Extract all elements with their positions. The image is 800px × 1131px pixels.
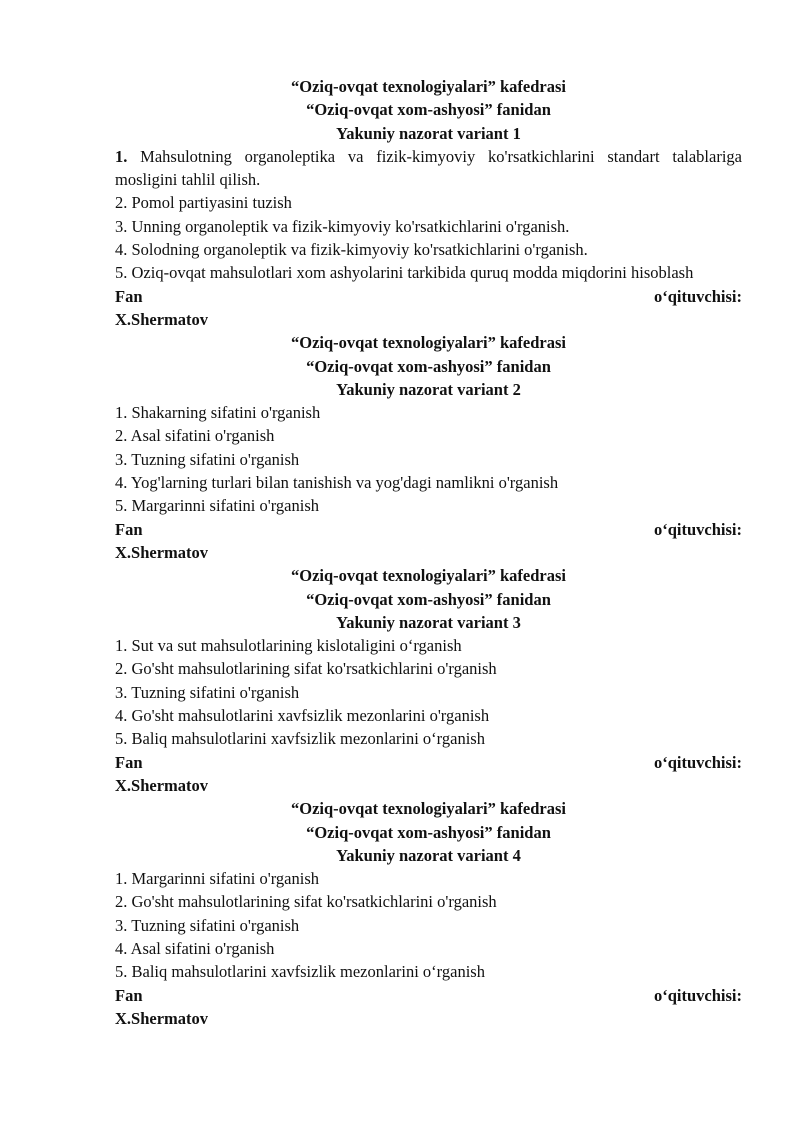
teacher-name: X.Shermatov <box>115 1008 209 1028</box>
task-item: 3. Unning organoleptik va fizik-kimyoviy ko'rsatkichlarini o'rganish. <box>115 216 570 236</box>
teacher-name: X.Shermatov <box>115 542 209 562</box>
subject-heading: “Oziq-ovqat xom-ashyosi” fanidan <box>306 100 551 120</box>
signature-label-left: Fan <box>115 752 143 772</box>
signature-label-right: o‘qituvchisi: <box>653 752 742 772</box>
task-item <box>115 145 742 192</box>
task-item: 3. Tuzning sifatini o'rganish <box>115 682 300 702</box>
task-item: 1. Margarinni sifatini o'rganish <box>115 869 320 889</box>
teacher-name: X.Shermatov <box>115 309 209 329</box>
task-item: 5. Oziq-ovqat mahsulotlari xom ashyolarini tarkibida quruq modda miqdorini hisoblash <box>115 263 694 283</box>
signature-line <box>115 518 742 541</box>
signature-label-left: Fan <box>115 985 143 1005</box>
task-item: 1. Shakarning sifatini o'rganish <box>115 403 321 423</box>
task-item: 2. Asal sifatini o'rganish <box>115 426 275 446</box>
subject-heading: “Oziq-ovqat xom-ashyosi” fanidan <box>306 822 551 842</box>
subject-heading: “Oziq-ovqat xom-ashyosi” fanidan <box>306 356 551 376</box>
variant-section-4 <box>115 797 742 1030</box>
variant-title: Yakuniy nazorat variant 2 <box>336 379 521 399</box>
task-item: 5. Margarinni sifatini o'rganish <box>115 496 320 516</box>
variant-title: Yakuniy nazorat variant 1 <box>336 123 521 143</box>
variant-section-3 <box>115 564 742 797</box>
task-item: 5. Baliq mahsulotlarini xavfsizlik mezonlarini o‘rganish <box>115 962 485 982</box>
signature-line <box>115 285 742 308</box>
task-item: 2. Go'sht mahsulotlarining sifat ko'rsatkichlarini o'rganish <box>115 892 497 912</box>
signature-label-right: o‘qituvchisi: <box>653 985 742 1005</box>
department-heading: “Oziq-ovqat texnologiyalari” kafedrasi <box>291 333 566 353</box>
task-text: Mahsulotning organoleptika va fizik-kimyoviy ko'rsatkichlarini standart talablariga mosligini tahlil qilish. <box>115 146 742 190</box>
task-item: 4. Solodning organoleptik va fizik-kimyoviy ko'rsatkichlarini o'rganish. <box>115 240 588 260</box>
task-item: 4. Asal sifatini o'rganish <box>115 938 275 958</box>
task-item: 3. Tuzning sifatini o'rganish <box>115 449 300 469</box>
signature-label-right: o‘qituvchisi: <box>653 286 742 306</box>
task-item: 3. Tuzning sifatini o'rganish <box>115 915 300 935</box>
task-item: 1. Sut va sut mahsulotlarining kislotaligini o‘rganish <box>115 636 462 656</box>
signature-label-left: Fan <box>115 286 143 306</box>
variant-title: Yakuniy nazorat variant 4 <box>336 845 521 865</box>
task-item: 5. Baliq mahsulotlarini xavfsizlik mezonlarini o‘rganish <box>115 729 485 749</box>
task-item: 4. Go'sht mahsulotlarini xavfsizlik mezonlarini o'rganish <box>115 706 490 726</box>
teacher-name: X.Shermatov <box>115 775 209 795</box>
subject-heading: “Oziq-ovqat xom-ashyosi” fanidan <box>306 589 551 609</box>
task-number: 1. <box>115 146 128 166</box>
variant-title: Yakuniy nazorat variant 3 <box>336 612 521 632</box>
signature-label-left: Fan <box>115 519 143 539</box>
variant-section-2 <box>115 331 742 564</box>
department-heading: “Oziq-ovqat texnologiyalari” kafedrasi <box>291 799 566 819</box>
signature-line <box>115 984 742 1007</box>
department-heading: “Oziq-ovqat texnologiyalari” kafedrasi <box>291 566 566 586</box>
variant-section-1 <box>115 75 742 331</box>
task-item: 2. Pomol partiyasini tuzish <box>115 193 292 213</box>
signature-line <box>115 751 742 774</box>
task-item: 2. Go'sht mahsulotlarining sifat ko'rsatkichlarini o'rganish <box>115 659 497 679</box>
department-heading: “Oziq-ovqat texnologiyalari” kafedrasi <box>291 77 566 96</box>
task-item: 4. Yog'larning turlari bilan tanishish va yog'dagi namlikni o'rganish <box>115 473 559 493</box>
signature-label-right: o‘qituvchisi: <box>653 519 742 539</box>
